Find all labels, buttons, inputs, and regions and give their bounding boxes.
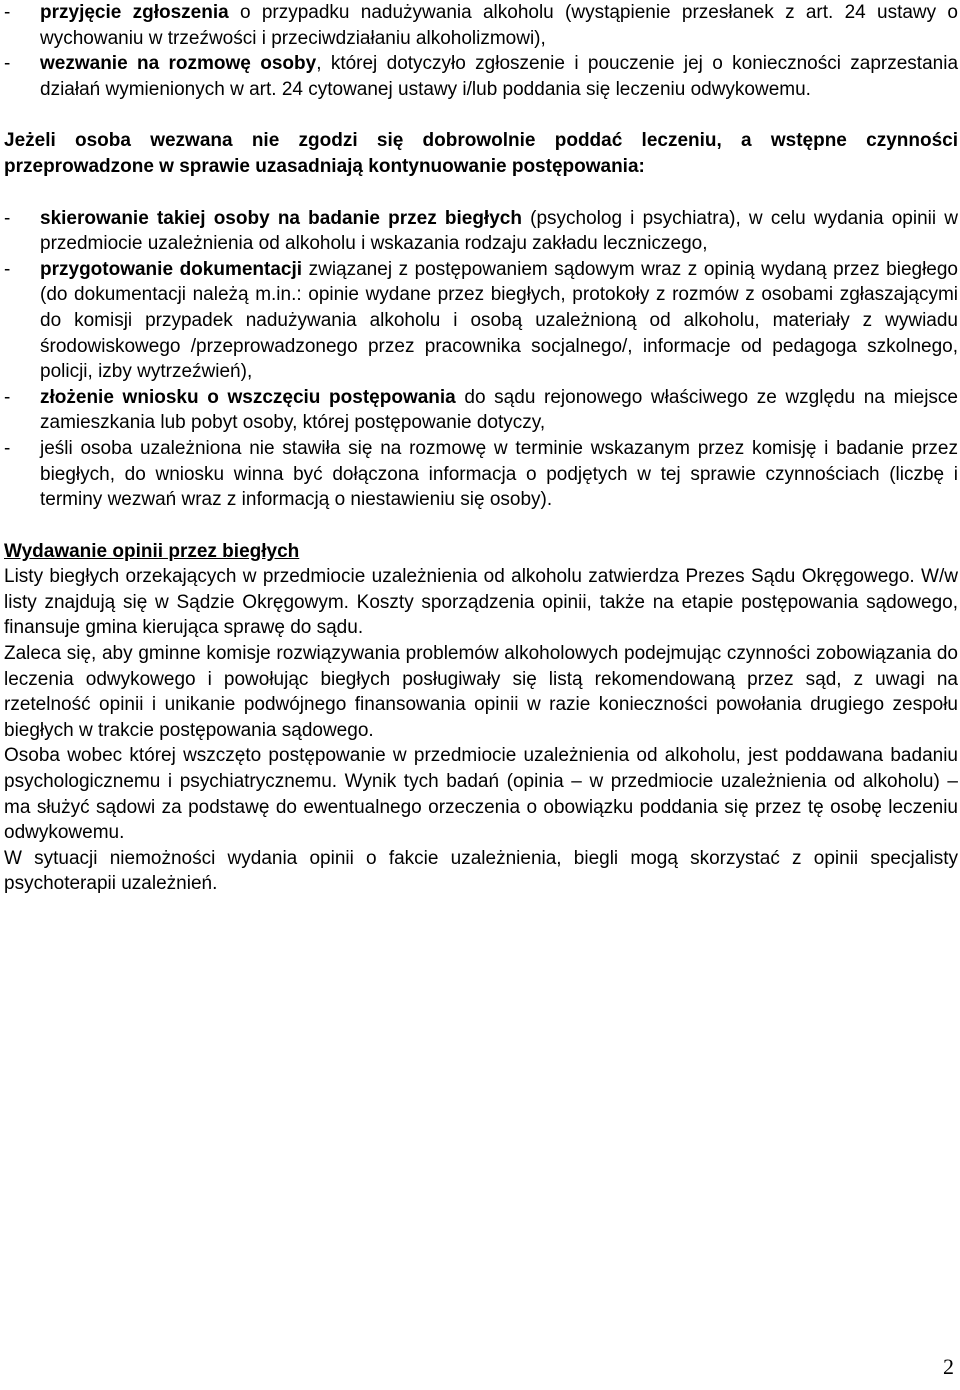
- list-item-strong: przyjęcie zgłoszenia: [40, 2, 229, 23]
- list-dash: -: [4, 258, 11, 280]
- section-heading: Wydawanie opinii przez biegłych: [4, 540, 300, 562]
- list-item-strong: złożenie wniosku o wszczęciu postępowania: [40, 386, 456, 408]
- list-item-strong: skierowanie takiej osoby na badanie przez biegłych: [40, 207, 522, 229]
- section-paragraph: Listy biegłych orzekających w przedmiocie uzależnienia od alkoholu zatwierdza Prezes Sądu Okręgowego. W/w listy znajdują się w Sądzie Okręgowym. Koszty sporządzenia opinii, także na etapie postępowania sądowego, finansuje gmina kierująca sprawę do sądu.: [4, 566, 958, 639]
- list-dash: -: [4, 386, 11, 408]
- list-item: [4, 385, 958, 436]
- top-list: [4, 0, 958, 102]
- list-dash: -: [4, 437, 11, 459]
- document-page: [4, 0, 958, 897]
- procedure-list: [4, 206, 958, 513]
- list-item-text: , której dotyczyło zgłoszenie i pouczenie jej o konieczności zaprzestania działań wymienionych w art. 24 cytowanej ustawy i/lub poddania się leczeniu odwykowemu.: [40, 53, 959, 100]
- list-dash: -: [4, 207, 11, 229]
- list-item-text: jeśli osoba uzależniona nie stawiła się na rozmowę w terminie wskazanym przez komisję i badanie przez biegłych, do wniosku winna być dołączona informacja o podjętych w tej sprawie czynnościach (liczbę i terminy wezwań wraz z informacją o niestawieniu się osoby).: [40, 437, 958, 511]
- intro-paragraph: Jeżeli osoba wezwana nie zgodzi się dobrowolnie poddać leczeniu, a wstępne czynności przeprowadzone w sprawie uzasadniają kontynuowanie postępowania:: [4, 130, 958, 177]
- section-paragraph: W sytuacji niemożności wydania opinii o fakcie uzależnienia, biegli mogą skorzystać z opinii specjalisty psychoterapii uzależnień.: [4, 847, 958, 895]
- list-item: [4, 257, 958, 385]
- list-item-text: o przypadku nadużywania alkoholu (wystąpienie przesłanek z art. 24 ustawy o wychowaniu w trzeźwości i przeciwdziałaniu alkoholizmowi),: [40, 2, 958, 49]
- list-item-text: (psycholog i psychiatra), w celu wydania opinii w przedmiocie uzależnienia od alkoholu i wskazania rodzaju zakładu leczniczego,: [40, 207, 958, 255]
- list-item-text: do sądu rejonowego właściwego ze względu na miejsce zamieszkania lub pobyt osoby, której postępowanie dotyczy,: [40, 386, 958, 434]
- list-item-text: związanej z postępowaniem sądowym wraz z opinią wydaną przez biegłego (do dokumentacji należą m.in.: opinie wydane przez biegłych, protokoły z rozmów z osobami zgłaszającymi do komisji przypadek nadużywania alkoholu i osobą uzależnioną od alkoholu, materiały z wywiadu środowiskowego /przeprowadzonego przez pracownika socjalnego/, informacje od pedagoga szkolnego, policji, izby wytrzeźwień),: [40, 258, 959, 383]
- list-dash: -: [4, 53, 11, 75]
- list-dash: -: [4, 2, 11, 23]
- list-item: [4, 436, 958, 513]
- list-item-strong: przygotowanie dokumentacji: [40, 258, 303, 280]
- page-number: 2: [943, 1354, 954, 1379]
- list-item: [4, 206, 958, 257]
- list-item: [4, 0, 958, 51]
- list-item: [4, 51, 958, 102]
- list-item-strong: wezwanie na rozmowę osoby: [40, 53, 317, 75]
- section-paragraph: Zaleca się, aby gminne komisje rozwiązywania problemów alkoholowych podejmując czynności zobowiązania do leczenia odwykowego i powołując biegłych posługiwały się listą rekomendowaną przez sąd, z uwagi na rzetelność opinii i unikanie podwójnego finansowania opinii w razie konieczności powołania drugiego zespołu biegłych w trakcie postępowania sądowego.: [4, 643, 958, 741]
- section-paragraph: Osoba wobec której wszczęto postępowanie w przedmiocie uzależnienia od alkoholu, jest poddawana badaniu psychologicznemu i psychiatrycznemu. Wynik tych badań (opinia – w przedmiocie uzależnienia od alkoholu) – ma służyć sądowi za podstawę do ewentualnego orzeczenia o obowiązku poddania się przez tę osobę leczeniu odwykowemu.: [4, 745, 958, 844]
